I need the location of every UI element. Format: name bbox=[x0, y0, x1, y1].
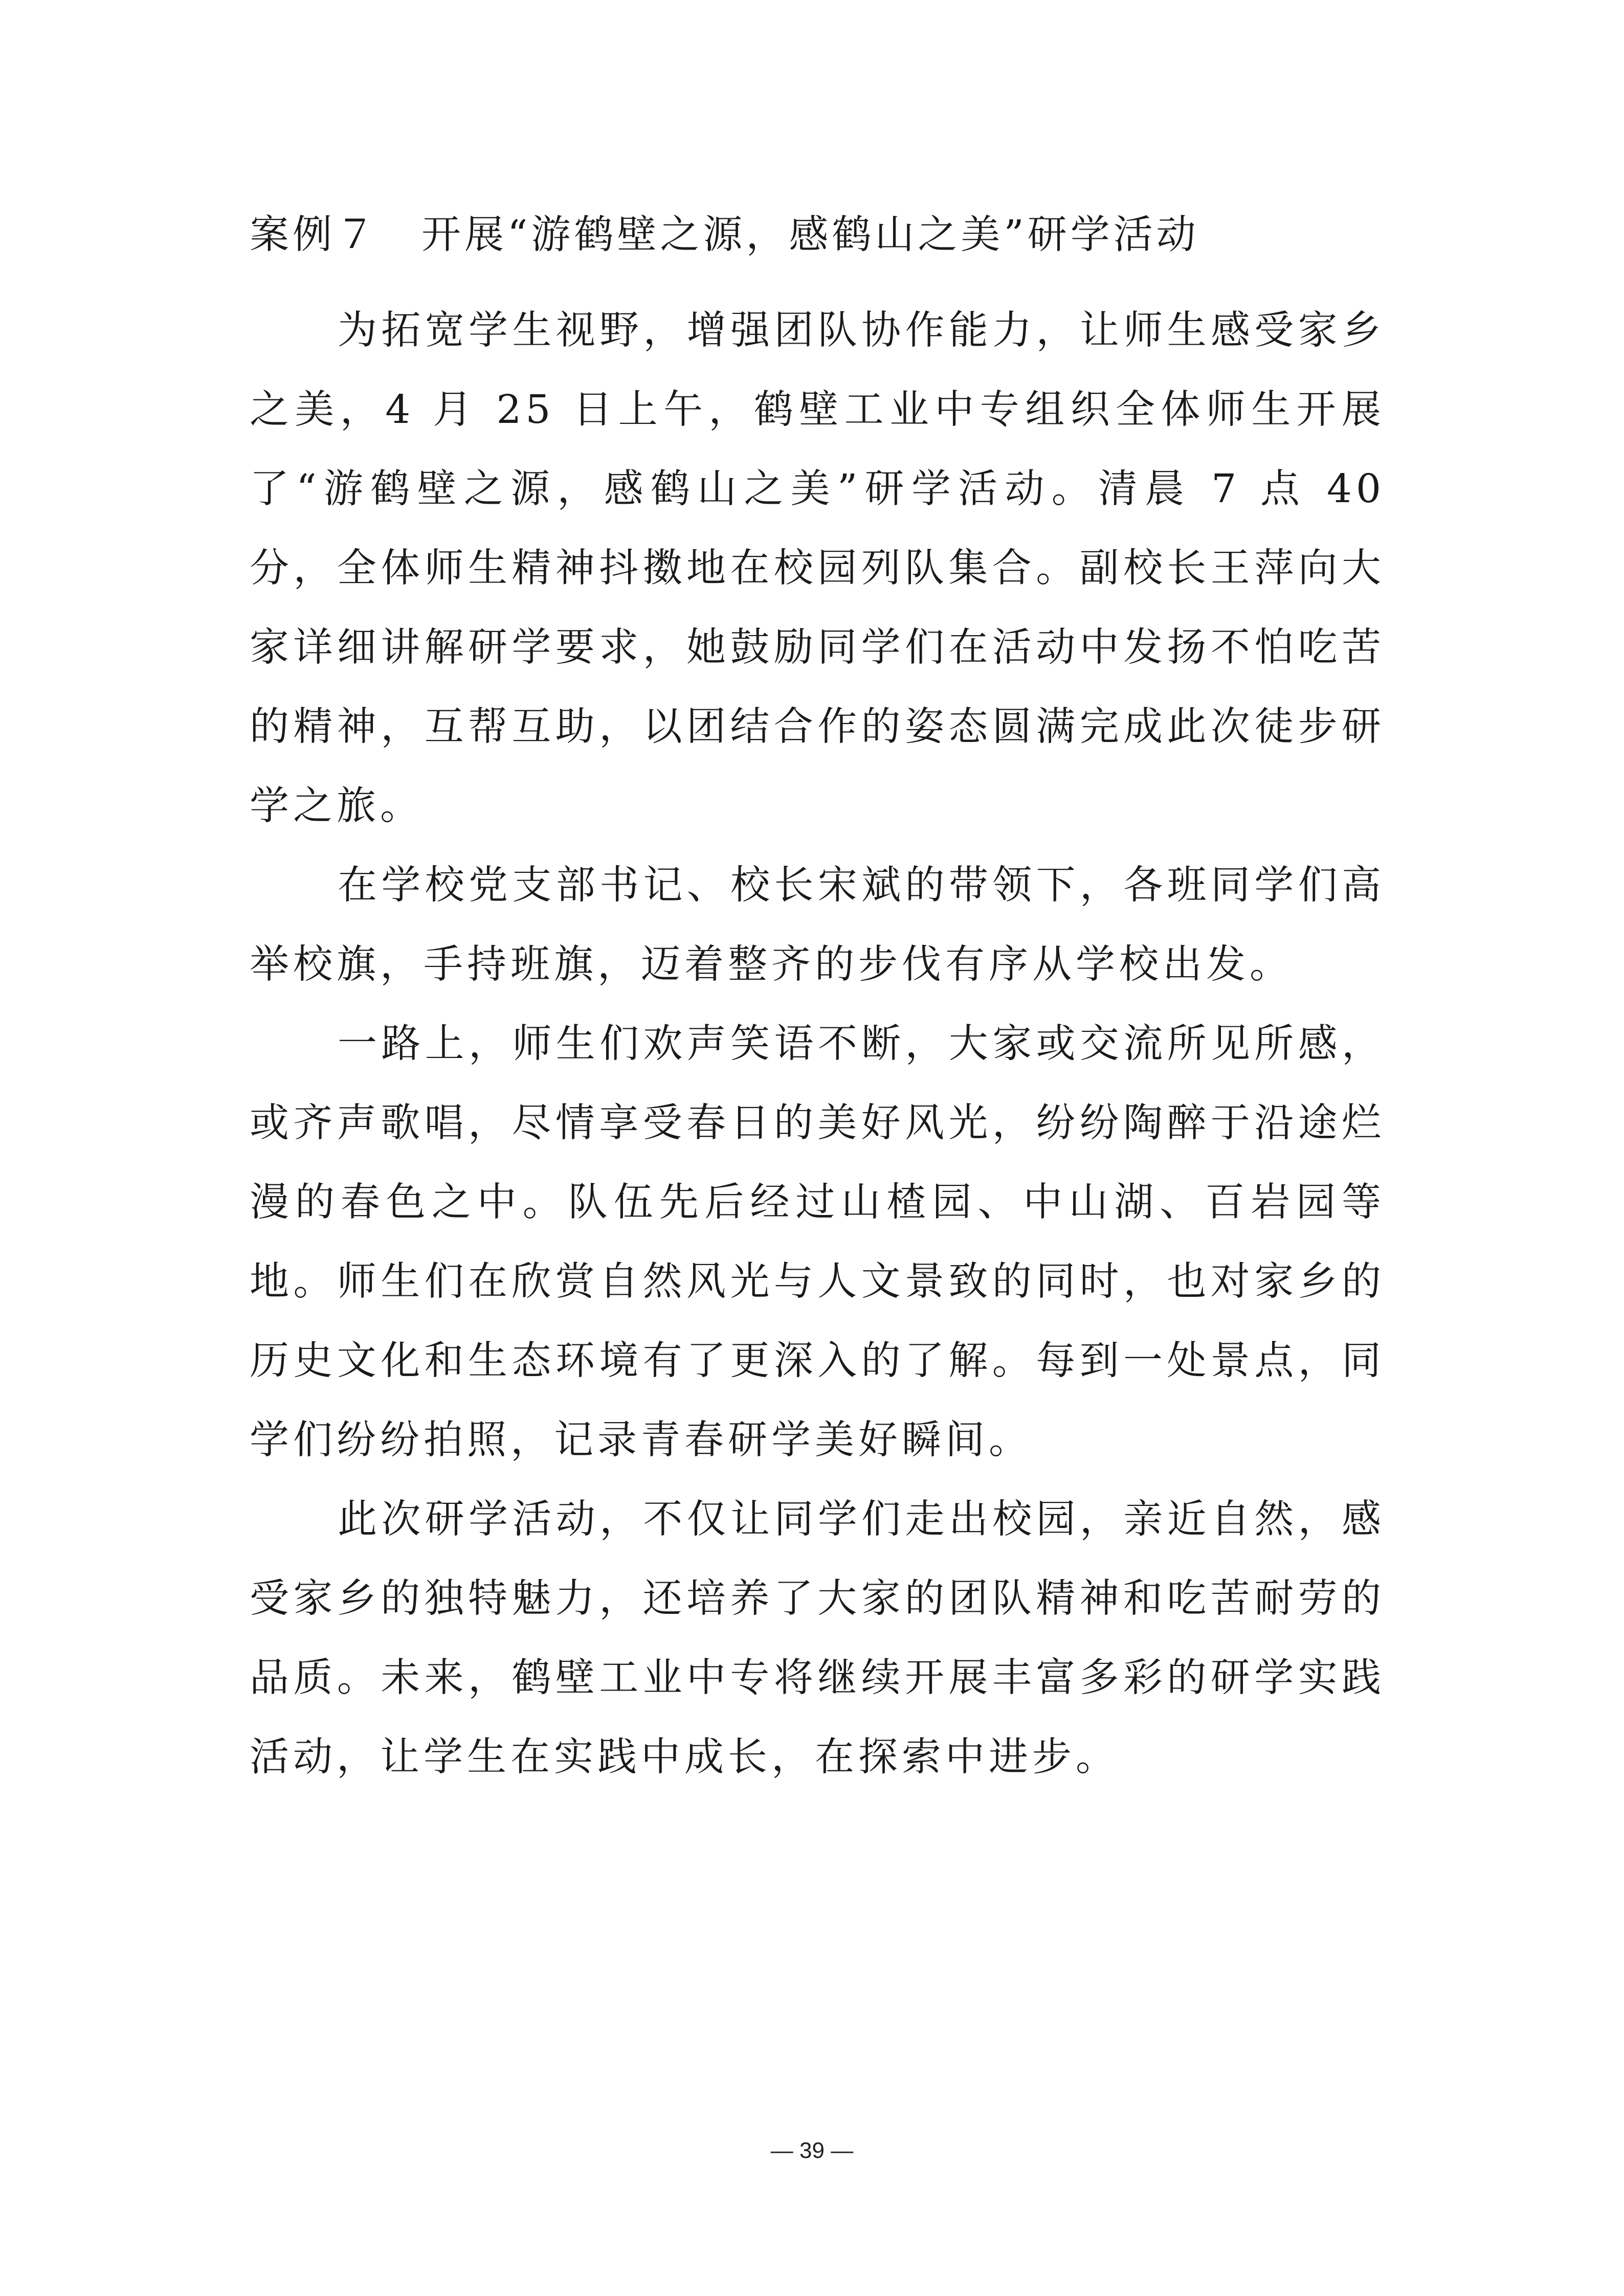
case-heading: 案例７ 开展“游鹤壁之源，感鹤山之美”研学活动 bbox=[250, 212, 1199, 258]
paragraph-departure: 在学校党支部书记、校长宋斌的带领下，各班同学们高举校旗，手持班旗，迈着整齐的步伐有序从学校出发。 bbox=[250, 863, 1385, 987]
document-body bbox=[250, 212, 1385, 1797]
page-number: — 39 — bbox=[770, 2138, 854, 2163]
paragraph-intro: 为拓宽学生视野，增强团队协作能力，让师生感受家乡之美，4 月 25 日上午，鹤壁工业中专组织全体师生开展了“游鹤壁之源，感鹤山之美”研学活动。清晨 7 点 40 分，全体师生精神抖擞地在校园列队集合。副校长王萍向大家详细讲解研学要求，她鼓励同学们在活动中发扬不怕吃苦的精神，互帮互助，以团结合作的姿态圆满完成此次徒步研学之旅。 bbox=[250, 308, 1386, 829]
paragraph-journey: 一路上，师生们欢声笑语不断，大家或交流所见所感，或齐声歌唱，尽情享受春日的美好风光，纷纷陶醉于沿途烂漫的春色之中。队伍先后经过山楂园、中山湖、百岩园等地。师生们在欣赏自然风光与人文景致的同时，也对家乡的历史文化和生态环境有了更深入的了解。每到一处景点，同学们纷纷拍照，记录青春研学美好瞬间。 bbox=[250, 1021, 1385, 1463]
paragraph-conclusion: 此次研学活动，不仅让同学们走出校园，亲近自然，感受家乡的独特魅力，还培养了大家的团队精神和吃苦耐劳的品质。未来，鹤壁工业中专将继续开展丰富多彩的研学实践活动，让学生在实践中成长，在探索中进步。 bbox=[250, 1497, 1385, 1780]
